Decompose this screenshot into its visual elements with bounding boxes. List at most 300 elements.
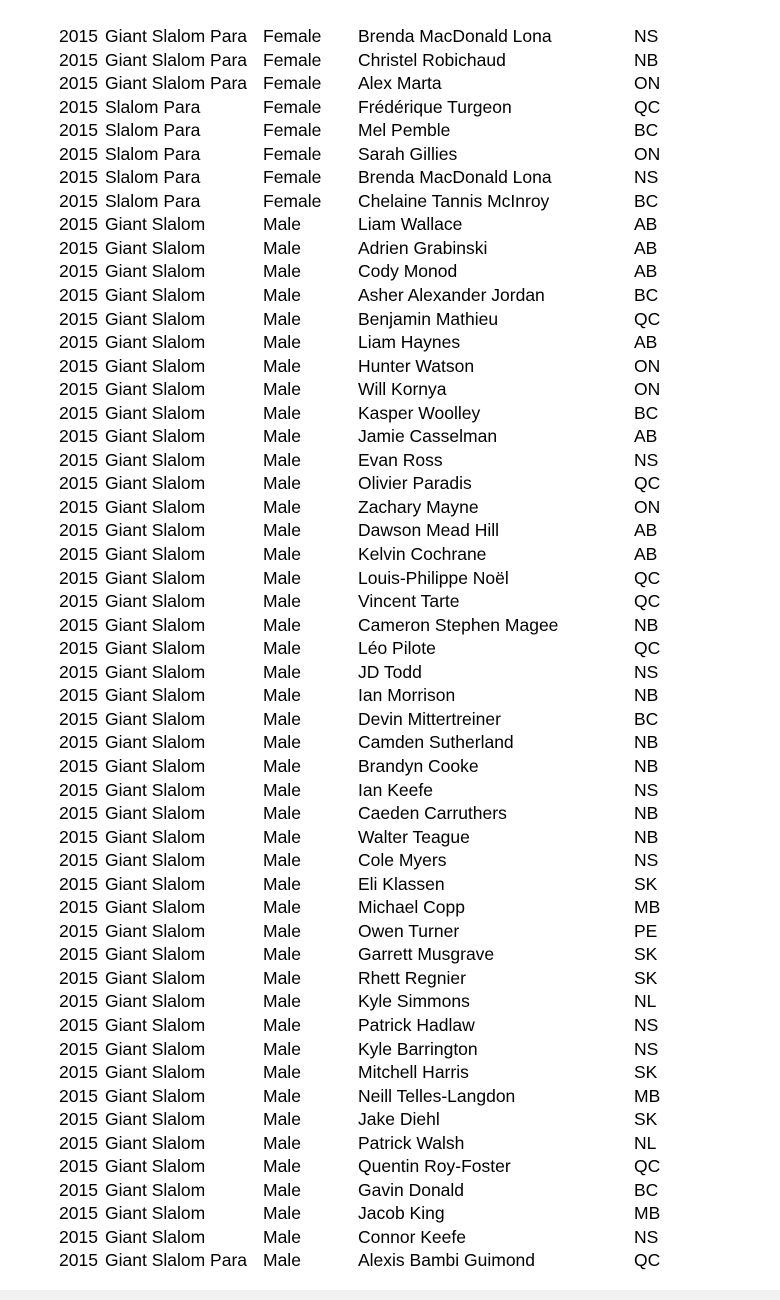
year-cell: 2015 [59, 1226, 98, 1247]
province-cell: AB [634, 520, 658, 541]
gender-cell: Male [263, 661, 301, 682]
event-cell: Giant Slalom [105, 755, 206, 776]
province-cell: NS [634, 661, 659, 682]
table-row [0, 119, 780, 143]
event-cell: Giant Slalom [105, 214, 206, 235]
province-cell: PE [634, 920, 658, 941]
gender-cell: Male [263, 355, 301, 376]
year-cell: 2015 [59, 120, 98, 141]
year-cell: 2015 [59, 49, 98, 70]
province-cell: BC [634, 1179, 659, 1200]
province-cell: AB [634, 261, 658, 282]
province-cell: AB [634, 544, 658, 565]
gender-cell: Male [263, 473, 301, 494]
table-row [0, 425, 780, 449]
province-cell: BC [634, 120, 659, 141]
table-row [0, 213, 780, 237]
event-cell: Giant Slalom [105, 449, 206, 470]
athlete-name-cell: Cameron Stephen Magee [358, 614, 559, 635]
athlete-name-cell: Connor Keefe [358, 1226, 466, 1247]
province-cell: SK [634, 944, 658, 965]
table-row [0, 708, 780, 732]
gender-cell: Female [263, 26, 322, 46]
table-row [0, 943, 780, 967]
athlete-name-cell: Walter Teague [358, 826, 470, 847]
event-cell: Giant Slalom [105, 1109, 206, 1130]
table-row [0, 661, 780, 685]
athlete-name-cell: Kelvin Cochrane [358, 544, 487, 565]
athlete-name-cell: Michael Copp [358, 897, 465, 918]
athlete-name-cell: Cody Monod [358, 261, 458, 282]
year-cell: 2015 [59, 426, 98, 447]
province-cell: ON [634, 355, 661, 376]
athlete-name-cell: Neill Telles-Langdon [358, 1085, 516, 1106]
year-cell: 2015 [59, 1203, 98, 1224]
year-cell: 2015 [59, 237, 98, 258]
province-cell: NS [634, 449, 659, 470]
gender-cell: Male [263, 779, 301, 800]
results-table [0, 25, 780, 1273]
table-row [0, 143, 780, 167]
gender-cell: Male [263, 332, 301, 353]
athlete-name-cell: Christel Robichaud [358, 49, 506, 70]
province-cell: QC [634, 473, 661, 494]
event-cell: Giant Slalom [105, 638, 206, 659]
athlete-name-cell: Jacob King [358, 1203, 445, 1224]
event-cell: Giant Slalom [105, 991, 206, 1012]
event-cell: Giant Slalom [105, 897, 206, 918]
event-cell: Giant Slalom [105, 379, 206, 400]
province-cell: BC [634, 708, 659, 729]
year-cell: 2015 [59, 944, 98, 965]
gender-cell: Female [263, 167, 322, 188]
table-row [0, 378, 780, 402]
gender-cell: Male [263, 755, 301, 776]
gender-cell: Male [263, 897, 301, 918]
table-row [0, 49, 780, 73]
table-row [0, 731, 780, 755]
athlete-name-cell: Brandyn Cooke [358, 755, 479, 776]
province-cell: MB [634, 897, 661, 918]
gender-cell: Female [263, 143, 322, 164]
athlete-name-cell: Kasper Woolley [358, 402, 481, 423]
year-cell: 2015 [59, 1156, 98, 1177]
province-cell: NB [634, 803, 659, 824]
athlete-name-cell: Sarah Gillies [358, 143, 458, 164]
athlete-name-cell: Camden Sutherland [358, 732, 514, 753]
gender-cell: Male [263, 826, 301, 847]
athlete-name-cell: Adrien Grabinski [358, 237, 488, 258]
gender-cell: Male [263, 920, 301, 941]
table-row [0, 25, 780, 49]
gender-cell: Male [263, 944, 301, 965]
athlete-name-cell: Asher Alexander Jordan [358, 285, 545, 306]
event-cell: Giant Slalom [105, 1014, 206, 1035]
table-row [0, 802, 780, 826]
year-cell: 2015 [59, 26, 98, 46]
province-cell: NL [634, 991, 657, 1012]
athlete-name-cell: Brenda MacDonald Lona [358, 167, 552, 188]
event-cell: Giant Slalom [105, 873, 206, 894]
year-cell: 2015 [59, 308, 98, 329]
event-cell: Giant Slalom [105, 1132, 206, 1153]
gender-cell: Male [263, 1156, 301, 1177]
event-cell: Giant Slalom [105, 661, 206, 682]
table-row [0, 920, 780, 944]
year-cell: 2015 [59, 379, 98, 400]
gender-cell: Male [263, 402, 301, 423]
event-cell: Giant Slalom [105, 591, 206, 612]
event-cell: Giant Slalom [105, 332, 206, 353]
event-cell: Giant Slalom [105, 473, 206, 494]
table-row [0, 1038, 780, 1062]
event-cell: Giant Slalom [105, 1156, 206, 1177]
table-row [0, 1202, 780, 1226]
athlete-name-cell: Vincent Tarte [358, 591, 460, 612]
event-cell: Giant Slalom [105, 732, 206, 753]
athlete-name-cell: Benjamin Mathieu [358, 308, 499, 329]
table-row [0, 1108, 780, 1132]
province-cell: NB [634, 685, 659, 706]
athlete-name-cell: Ian Keefe [358, 779, 433, 800]
province-cell: NB [634, 49, 659, 70]
event-cell: Giant Slalom Para [105, 26, 248, 46]
table-row [0, 590, 780, 614]
province-cell: AB [634, 237, 658, 258]
event-cell: Giant Slalom Para [105, 1250, 248, 1271]
year-cell: 2015 [59, 1179, 98, 1200]
athlete-name-cell: Alexis Bambi Guimond [358, 1250, 536, 1271]
table-row [0, 1014, 780, 1038]
athlete-name-cell: Hunter Watson [358, 355, 475, 376]
gender-cell: Male [263, 285, 301, 306]
year-cell: 2015 [59, 190, 98, 211]
athlete-name-cell: Gavin Donald [358, 1179, 465, 1200]
gender-cell: Male [263, 1109, 301, 1130]
province-cell: ON [634, 143, 661, 164]
province-cell: ON [634, 496, 661, 517]
year-cell: 2015 [59, 1062, 98, 1083]
athlete-name-cell: Evan Ross [358, 449, 443, 470]
table-row [0, 779, 780, 803]
gender-cell: Male [263, 237, 301, 258]
year-cell: 2015 [59, 73, 98, 94]
gender-cell: Male [263, 732, 301, 753]
year-cell: 2015 [59, 897, 98, 918]
event-cell: Giant Slalom [105, 944, 206, 965]
table-row [0, 331, 780, 355]
athlete-name-cell: Liam Wallace [358, 214, 463, 235]
table-row [0, 1085, 780, 1109]
province-cell: QC [634, 1156, 661, 1177]
gender-cell: Male [263, 1179, 301, 1200]
province-cell: SK [634, 873, 658, 894]
athlete-name-cell: Mitchell Harris [358, 1062, 469, 1083]
event-cell: Giant Slalom [105, 708, 206, 729]
province-cell: MB [634, 1203, 661, 1224]
event-cell: Giant Slalom [105, 1226, 206, 1247]
gender-cell: Male [263, 1038, 301, 1059]
event-cell: Giant Slalom [105, 402, 206, 423]
province-cell: SK [634, 1109, 658, 1130]
table-row [0, 284, 780, 308]
gender-cell: Male [263, 850, 301, 871]
table-row [0, 1155, 780, 1179]
gender-cell: Male [263, 685, 301, 706]
gender-cell: Male [263, 1062, 301, 1083]
table-row [0, 849, 780, 873]
gender-cell: Male [263, 1014, 301, 1035]
gender-cell: Male [263, 544, 301, 565]
athlete-name-cell: JD Todd [358, 661, 422, 682]
gender-cell: Male [263, 967, 301, 988]
gender-cell: Male [263, 214, 301, 235]
year-cell: 2015 [59, 544, 98, 565]
gender-cell: Female [263, 120, 322, 141]
athlete-name-cell: Owen Turner [358, 920, 460, 941]
event-cell: Giant Slalom [105, 426, 206, 447]
athlete-name-cell: Will Kornya [358, 379, 447, 400]
province-cell: BC [634, 285, 659, 306]
athlete-name-cell: Jamie Casselman [358, 426, 498, 447]
gender-cell: Male [263, 567, 301, 588]
gender-cell: Male [263, 614, 301, 635]
table-row [0, 873, 780, 897]
table-row [0, 543, 780, 567]
event-cell: Giant Slalom [105, 779, 206, 800]
gender-cell: Male [263, 591, 301, 612]
year-cell: 2015 [59, 96, 98, 117]
athlete-name-cell: Chelaine Tannis McInroy [358, 190, 550, 211]
province-cell: QC [634, 567, 661, 588]
province-cell: NB [634, 614, 659, 635]
gender-cell: Female [263, 96, 322, 117]
event-cell: Giant Slalom [105, 685, 206, 706]
year-cell: 2015 [59, 1250, 98, 1271]
table-row [0, 755, 780, 779]
table-row [0, 1249, 780, 1273]
athlete-name-cell: Louis-Philippe Noël [358, 567, 509, 588]
province-cell: NS [634, 779, 659, 800]
gender-cell: Male [263, 708, 301, 729]
province-cell: QC [634, 96, 661, 117]
province-cell: NS [634, 850, 659, 871]
table-row [0, 96, 780, 120]
table-row [0, 72, 780, 96]
table-row [0, 1061, 780, 1085]
year-cell: 2015 [59, 920, 98, 941]
table-row [0, 449, 780, 473]
table-row [0, 166, 780, 190]
province-cell: AB [634, 214, 658, 235]
gender-cell: Female [263, 49, 322, 70]
table-row [0, 826, 780, 850]
table-row [0, 967, 780, 991]
athlete-name-cell: Garrett Musgrave [358, 944, 495, 965]
event-cell: Giant Slalom [105, 285, 206, 306]
province-cell: QC [634, 308, 661, 329]
event-cell: Giant Slalom [105, 544, 206, 565]
table-row [0, 237, 780, 261]
athlete-name-cell: Zachary Mayne [358, 496, 479, 517]
gender-cell: Male [263, 1250, 301, 1271]
athlete-name-cell: Rhett Regnier [358, 967, 466, 988]
year-cell: 2015 [59, 685, 98, 706]
page-bottom-edge [0, 1290, 780, 1300]
province-cell: QC [634, 1250, 661, 1271]
event-cell: Giant Slalom [105, 355, 206, 376]
gender-cell: Male [263, 379, 301, 400]
province-cell: BC [634, 190, 659, 211]
table-row [0, 519, 780, 543]
year-cell: 2015 [59, 779, 98, 800]
athlete-name-cell: Patrick Walsh [358, 1132, 465, 1153]
event-cell: Slalom Para [105, 190, 201, 211]
event-cell: Slalom Para [105, 120, 201, 141]
province-cell: MB [634, 1085, 661, 1106]
athlete-name-cell: Frédérique Turgeon [358, 96, 512, 117]
table-row [0, 990, 780, 1014]
year-cell: 2015 [59, 850, 98, 871]
year-cell: 2015 [59, 473, 98, 494]
province-cell: SK [634, 967, 658, 988]
table-row [0, 1179, 780, 1203]
gender-cell: Male [263, 449, 301, 470]
event-cell: Slalom Para [105, 96, 201, 117]
athlete-name-cell: Cole Myers [358, 850, 447, 871]
gender-cell: Male [263, 638, 301, 659]
athlete-name-cell: Liam Haynes [358, 332, 461, 353]
event-cell: Giant Slalom Para [105, 49, 248, 70]
year-cell: 2015 [59, 167, 98, 188]
table-row [0, 402, 780, 426]
table-row [0, 472, 780, 496]
table-row [0, 896, 780, 920]
table-row [0, 308, 780, 332]
year-cell: 2015 [59, 826, 98, 847]
athlete-name-cell: Jake Diehl [358, 1109, 440, 1130]
year-cell: 2015 [59, 873, 98, 894]
gender-cell: Male [263, 1132, 301, 1153]
athlete-name-cell: Quentin Roy-Foster [358, 1156, 511, 1177]
gender-cell: Male [263, 803, 301, 824]
year-cell: 2015 [59, 803, 98, 824]
year-cell: 2015 [59, 967, 98, 988]
province-cell: AB [634, 426, 658, 447]
year-cell: 2015 [59, 355, 98, 376]
year-cell: 2015 [59, 1085, 98, 1106]
event-cell: Giant Slalom [105, 850, 206, 871]
gender-cell: Male [263, 520, 301, 541]
athlete-name-cell: Alex Marta [358, 73, 442, 94]
event-cell: Giant Slalom [105, 967, 206, 988]
athlete-name-cell: Patrick Hadlaw [358, 1014, 475, 1035]
gender-cell: Male [263, 1203, 301, 1224]
gender-cell: Male [263, 991, 301, 1012]
gender-cell: Male [263, 261, 301, 282]
event-cell: Giant Slalom [105, 1038, 206, 1059]
table-row [0, 190, 780, 214]
province-cell: NS [634, 167, 659, 188]
gender-cell: Male [263, 1226, 301, 1247]
event-cell: Giant Slalom [105, 261, 206, 282]
event-cell: Slalom Para [105, 143, 201, 164]
province-cell: ON [634, 73, 661, 94]
year-cell: 2015 [59, 661, 98, 682]
gender-cell: Male [263, 308, 301, 329]
gender-cell: Female [263, 190, 322, 211]
province-cell: QC [634, 638, 661, 659]
year-cell: 2015 [59, 520, 98, 541]
table-row [0, 567, 780, 591]
event-cell: Giant Slalom Para [105, 73, 248, 94]
year-cell: 2015 [59, 1109, 98, 1130]
event-cell: Giant Slalom [105, 826, 206, 847]
year-cell: 2015 [59, 567, 98, 588]
province-cell: NB [634, 732, 659, 753]
event-cell: Giant Slalom [105, 614, 206, 635]
gender-cell: Male [263, 426, 301, 447]
province-cell: AB [634, 332, 658, 353]
province-cell: NL [634, 1132, 657, 1153]
year-cell: 2015 [59, 1132, 98, 1153]
athlete-name-cell: Mel Pemble [358, 120, 451, 141]
athlete-name-cell: Olivier Paradis [358, 473, 472, 494]
province-cell: SK [634, 1062, 658, 1083]
event-cell: Giant Slalom [105, 803, 206, 824]
table-row [0, 1226, 780, 1250]
year-cell: 2015 [59, 496, 98, 517]
year-cell: 2015 [59, 332, 98, 353]
province-cell: NS [634, 1038, 659, 1059]
year-cell: 2015 [59, 614, 98, 635]
table-row [0, 355, 780, 379]
year-cell: 2015 [59, 143, 98, 164]
province-cell: NB [634, 755, 659, 776]
year-cell: 2015 [59, 285, 98, 306]
year-cell: 2015 [59, 214, 98, 235]
athlete-name-cell: Eli Klassen [358, 873, 445, 894]
province-cell: NS [634, 1226, 659, 1247]
year-cell: 2015 [59, 638, 98, 659]
athlete-name-cell: Caeden Carruthers [358, 803, 507, 824]
event-cell: Giant Slalom [105, 520, 206, 541]
year-cell: 2015 [59, 449, 98, 470]
event-cell: Slalom Para [105, 167, 201, 188]
athlete-name-cell: Kyle Simmons [358, 991, 470, 1012]
table-row [0, 496, 780, 520]
province-cell: NB [634, 826, 659, 847]
table-row [0, 614, 780, 638]
event-cell: Giant Slalom [105, 237, 206, 258]
year-cell: 2015 [59, 991, 98, 1012]
year-cell: 2015 [59, 755, 98, 776]
gender-cell: Male [263, 873, 301, 894]
table-row [0, 684, 780, 708]
province-cell: QC [634, 591, 661, 612]
event-cell: Giant Slalom [105, 1085, 206, 1106]
gender-cell: Male [263, 1085, 301, 1106]
gender-cell: Female [263, 73, 322, 94]
province-cell: NS [634, 1014, 659, 1035]
year-cell: 2015 [59, 732, 98, 753]
year-cell: 2015 [59, 1014, 98, 1035]
event-cell: Giant Slalom [105, 1062, 206, 1083]
athlete-name-cell: Kyle Barrington [358, 1038, 478, 1059]
year-cell: 2015 [59, 1038, 98, 1059]
athlete-name-cell: Léo Pilote [358, 638, 436, 659]
event-cell: Giant Slalom [105, 1203, 206, 1224]
